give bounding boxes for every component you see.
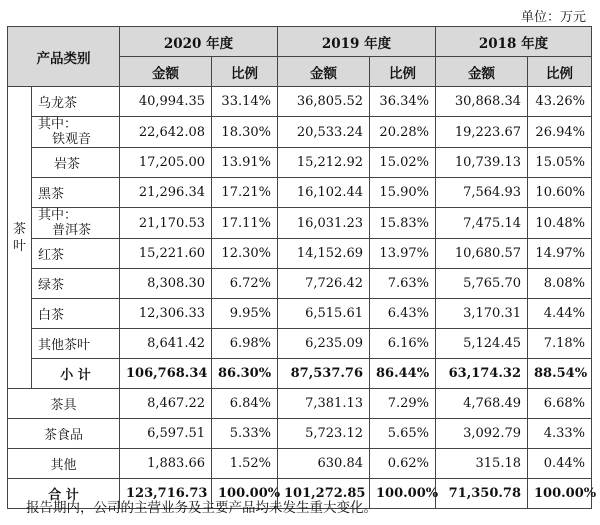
row-label: 小 计: [32, 359, 120, 389]
cell-amount: 3,092.79: [436, 419, 528, 449]
cell-amount: 8,641.42: [120, 329, 212, 359]
cell-ratio: 15.90%: [370, 178, 436, 208]
header-year-2020: 2020 年度: [120, 27, 278, 57]
header-ratio: 比例: [212, 57, 278, 87]
cell-amount: 630.84: [278, 449, 370, 479]
cell-ratio: 12.30%: [212, 239, 278, 269]
header-year-2018: 2018 年度: [436, 27, 592, 57]
cell-ratio: 13.91%: [212, 148, 278, 178]
cell-amount: 6,597.51: [120, 419, 212, 449]
cell-amount: 16,102.44: [278, 178, 370, 208]
cell-ratio: 13.97%: [370, 239, 436, 269]
row-label-prefix: 其中：: [38, 117, 78, 132]
cell-amount: 4,768.49: [436, 389, 528, 419]
row-label: [32, 117, 120, 148]
table-row: [8, 299, 592, 329]
cell-amount: 3,170.31: [436, 299, 528, 329]
cell-amount: 7,475.14: [436, 208, 528, 239]
cell-amount: 5,723.12: [278, 419, 370, 449]
cell-ratio: 7.29%: [370, 389, 436, 419]
cell-amount: 36,805.52: [278, 87, 370, 117]
cell-ratio: 20.28%: [370, 117, 436, 148]
table-row: [8, 178, 592, 208]
cell-ratio: 0.62%: [370, 449, 436, 479]
header-amount: 金额: [436, 57, 528, 87]
header-ratio: 比例: [528, 57, 592, 87]
table-row: [8, 208, 592, 239]
cell-ratio: 7.18%: [528, 329, 592, 359]
cell-amount: 101,272.85: [278, 479, 370, 509]
table-row: [8, 449, 592, 479]
header-amount: 金额: [278, 57, 370, 87]
cell-ratio: 6.16%: [370, 329, 436, 359]
row-label-main: 铁观音: [52, 132, 92, 147]
header-year-2019: 2019 年度: [278, 27, 436, 57]
cell-ratio: 10.48%: [528, 208, 592, 239]
cell-amount: 30,868.34: [436, 87, 528, 117]
row-label: 其他: [8, 449, 120, 479]
row-label: 茶具: [8, 389, 120, 419]
table-row: [8, 389, 592, 419]
cell-amount: 15,221.60: [120, 239, 212, 269]
table-row: [8, 329, 592, 359]
cell-ratio: 0.44%: [528, 449, 592, 479]
cell-amount: 1,883.66: [120, 449, 212, 479]
cell-amount: 71,350.78: [436, 479, 528, 509]
cell-ratio: 88.54%: [528, 359, 592, 389]
cell-ratio: 15.83%: [370, 208, 436, 239]
cell-amount: 5,124.45: [436, 329, 528, 359]
cell-ratio: 9.95%: [212, 299, 278, 329]
cell-amount: 10,739.13: [436, 148, 528, 178]
cell-amount: 15,212.92: [278, 148, 370, 178]
cell-ratio: 26.94%: [528, 117, 592, 148]
row-label: 红茶: [32, 239, 120, 269]
cell-amount: 7,564.93: [436, 178, 528, 208]
cell-ratio: 5.65%: [370, 419, 436, 449]
row-label: 绿茶: [32, 269, 120, 299]
cell-amount: 20,533.24: [278, 117, 370, 148]
tea-group-char: 茶: [12, 221, 26, 237]
cell-ratio: 86.44%: [370, 359, 436, 389]
cell-ratio: 8.08%: [528, 269, 592, 299]
cell-amount: 315.18: [436, 449, 528, 479]
row-label: 乌龙茶: [32, 87, 120, 117]
cell-amount: 63,174.32: [436, 359, 528, 389]
table-row: [8, 239, 592, 269]
row-label-main: 普洱茶: [52, 223, 92, 238]
cell-ratio: 36.34%: [370, 87, 436, 117]
cell-ratio: 17.21%: [212, 178, 278, 208]
header-row-years: [8, 27, 592, 57]
cell-amount: 6,515.61: [278, 299, 370, 329]
cell-amount: 8,467.22: [120, 389, 212, 419]
header-ratio: 比例: [370, 57, 436, 87]
table-row: [8, 148, 592, 178]
tea-group-char: 叶: [12, 238, 26, 254]
cell-ratio: 10.60%: [528, 178, 592, 208]
cell-ratio: 17.11%: [212, 208, 278, 239]
cell-ratio: 14.97%: [528, 239, 592, 269]
cell-amount: 106,768.34: [120, 359, 212, 389]
cell-ratio: 6.68%: [528, 389, 592, 419]
cell-ratio: 33.14%: [212, 87, 278, 117]
cell-ratio: 100.00%: [528, 479, 592, 509]
cell-ratio: 7.63%: [370, 269, 436, 299]
row-label: 岩茶: [32, 148, 120, 178]
cell-ratio: 100.00%: [370, 479, 436, 509]
table-row: [8, 419, 592, 449]
cell-amount: 10,680.57: [436, 239, 528, 269]
cell-ratio: 5.33%: [212, 419, 278, 449]
row-label: 合 计: [8, 479, 120, 509]
cell-ratio: 1.52%: [212, 449, 278, 479]
product-revenue-table: [7, 26, 597, 509]
cell-amount: 17,205.00: [120, 148, 212, 178]
cell-amount: 22,642.08: [120, 117, 212, 148]
cell-ratio: 6.98%: [212, 329, 278, 359]
cell-amount: 12,306.33: [120, 299, 212, 329]
row-label: 白茶: [32, 299, 120, 329]
row-label: 茶食品: [8, 419, 120, 449]
cell-ratio: 6.72%: [212, 269, 278, 299]
cell-amount: 40,994.35: [120, 87, 212, 117]
row-label: [32, 208, 120, 239]
cell-amount: 87,537.76: [278, 359, 370, 389]
footnote: 报告期内，公司的主营业务及主要产品均未发生重大变化。: [26, 500, 377, 516]
cell-amount: 21,296.34: [120, 178, 212, 208]
cell-amount: 8,308.30: [120, 269, 212, 299]
cell-amount: 21,170.53: [120, 208, 212, 239]
cell-ratio: 18.30%: [212, 117, 278, 148]
table-row: [8, 269, 592, 299]
cell-ratio: 100.00%: [212, 479, 278, 509]
cell-ratio: 4.33%: [528, 419, 592, 449]
cell-amount: 14,152.69: [278, 239, 370, 269]
cell-amount: 7,726.42: [278, 269, 370, 299]
row-label: 黑茶: [32, 178, 120, 208]
cell-amount: 5,765.70: [436, 269, 528, 299]
table-row: [8, 117, 592, 148]
cell-amount: 123,716.73: [120, 479, 212, 509]
cell-ratio: 6.84%: [212, 389, 278, 419]
cell-amount: 16,031.23: [278, 208, 370, 239]
row-label: 其他茶叶: [32, 329, 120, 359]
cell-ratio: 15.02%: [370, 148, 436, 178]
cell-ratio: 86.30%: [212, 359, 278, 389]
cell-ratio: 43.26%: [528, 87, 592, 117]
row-label-prefix: 其中：: [38, 208, 78, 223]
unit-label: 单位：万元: [520, 10, 586, 25]
cell-amount: 6,235.09: [278, 329, 370, 359]
table-row: [8, 87, 592, 117]
cell-ratio: 4.44%: [528, 299, 592, 329]
cell-ratio: 6.43%: [370, 299, 436, 329]
cell-amount: 19,223.67: [436, 117, 528, 148]
header-amount: 金额: [120, 57, 212, 87]
cell-ratio: 15.05%: [528, 148, 592, 178]
header-category: 产品类别: [8, 27, 120, 87]
tea-group-label: [8, 87, 32, 389]
subtotal-row: [8, 359, 592, 389]
cell-amount: 7,381.13: [278, 389, 370, 419]
